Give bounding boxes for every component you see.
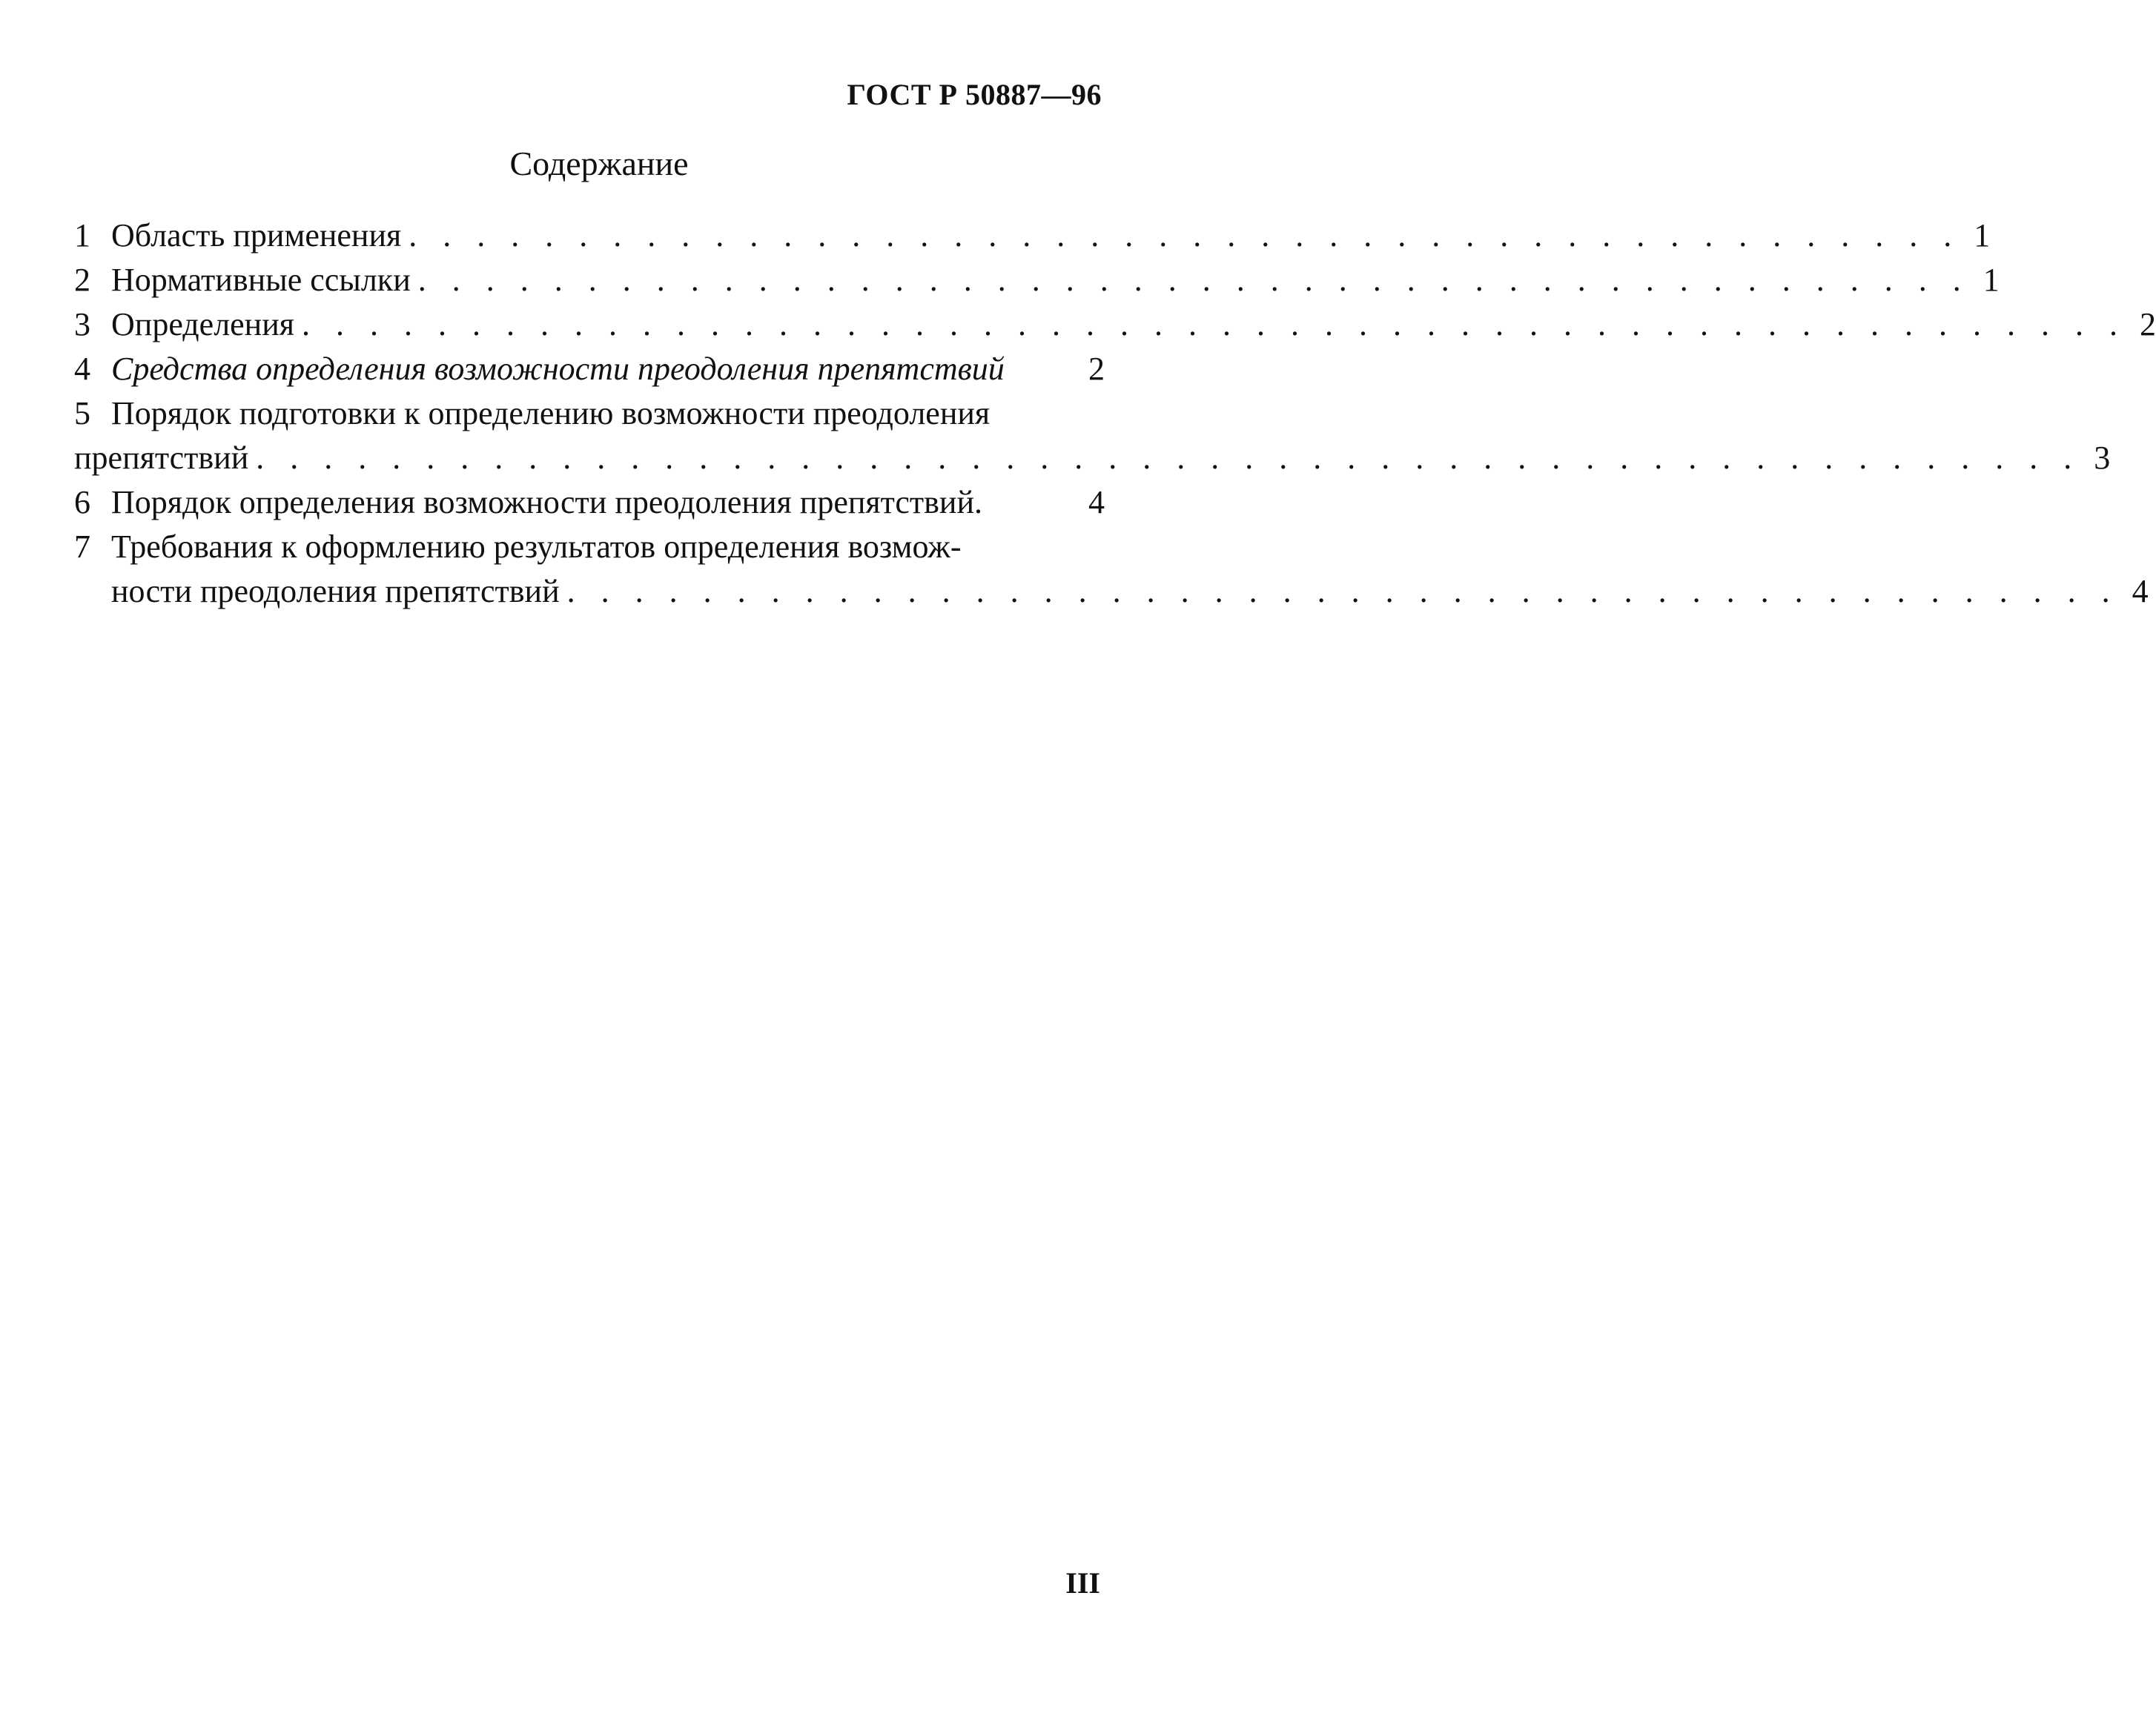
toc-entry-number: 2 — [74, 262, 90, 298]
dot-leader: . . . . . . . . . . . . . . . . . . . . . . . . . . . . . . . . . . . . . . . . . . . . . . — [409, 217, 1961, 254]
toc-entry-text: Определения — [111, 306, 295, 342]
toc-entry-page: 3 — [2094, 440, 2111, 476]
toc-entry-continuation — [74, 436, 2111, 480]
toc-entry-page: 1 — [1974, 217, 1991, 254]
toc-entry-text: Нормативные ссылки — [111, 262, 411, 298]
toc-entry-number: 4 — [74, 351, 90, 387]
toc-entry-first-line — [74, 525, 1105, 569]
page-number: III — [1065, 1566, 1100, 1600]
toc-title: Содержание — [509, 145, 689, 182]
toc-entry-first-line — [74, 391, 1105, 436]
dot-leader: . . . . . . . . . . . . . . . . . . . . . . . . . . . . . . . . . . . . . . . . . . . . . . . . . . . . . . — [302, 306, 2127, 342]
toc-entry-page: 2 — [1088, 351, 1105, 387]
toc-entry-2[interactable] — [74, 258, 2000, 302]
toc-entry-number: 5 — [74, 395, 90, 431]
toc-entry-number: 7 — [74, 529, 90, 565]
toc-entry-page: 4 — [1088, 484, 1105, 520]
toc-entry-3[interactable] — [74, 302, 2156, 347]
dot-leader: . . . . . . . . . . . . . . . . . . . . . . . . . . . . . . . . . . . . . . . . . . . . . . — [417, 262, 1970, 298]
dot-leader: . . . . . . . . . . . . . . . . . . . . . . . . . . . . . . . . . . . . . . . . . . . . . . — [566, 573, 2119, 609]
toc-entry-text: Средства определения возможности преодоления препятствий — [111, 351, 1005, 387]
toc-entry-7[interactable] — [74, 525, 2149, 614]
toc-entry-page: 1 — [1983, 262, 2000, 298]
toc-entry-text: Область применения — [111, 217, 402, 254]
dot-leader: . . . . . . . . . . . . . . . . . . . . . . . . . . . . . . . . . . . . . . . . . . . . . . . . . . . . . . — [256, 440, 2081, 476]
toc-entry-text: Порядок определения возможности преодоления препятствий. — [111, 484, 983, 520]
document-code: ГОСТ Р 50887—96 — [847, 78, 1102, 111]
toc-entry-text: Требования к оформлению результатов определения возмож- — [111, 529, 962, 565]
toc-entry-number: 6 — [74, 484, 90, 520]
toc-entry-number: 3 — [74, 306, 90, 342]
toc-entry-text-continued: препятствий — [74, 440, 249, 476]
toc-entry-continuation — [74, 569, 2149, 614]
toc-entry-page: 4 — [2132, 573, 2149, 609]
toc-entry-text: Порядок подготовки к определению возможности преодоления — [111, 395, 991, 431]
toc-entry-text-continued: ности преодоления препятствий — [111, 573, 560, 609]
toc-entry-1[interactable] — [74, 213, 1991, 258]
toc-entry-number: 1 — [74, 217, 90, 254]
toc-entry-5[interactable] — [74, 391, 2111, 480]
toc-entry-4[interactable] — [74, 347, 1105, 391]
toc-entry-6[interactable] — [74, 480, 1105, 525]
toc-entry-page: 2 — [2140, 306, 2156, 342]
table-of-contents — [74, 213, 2156, 614]
